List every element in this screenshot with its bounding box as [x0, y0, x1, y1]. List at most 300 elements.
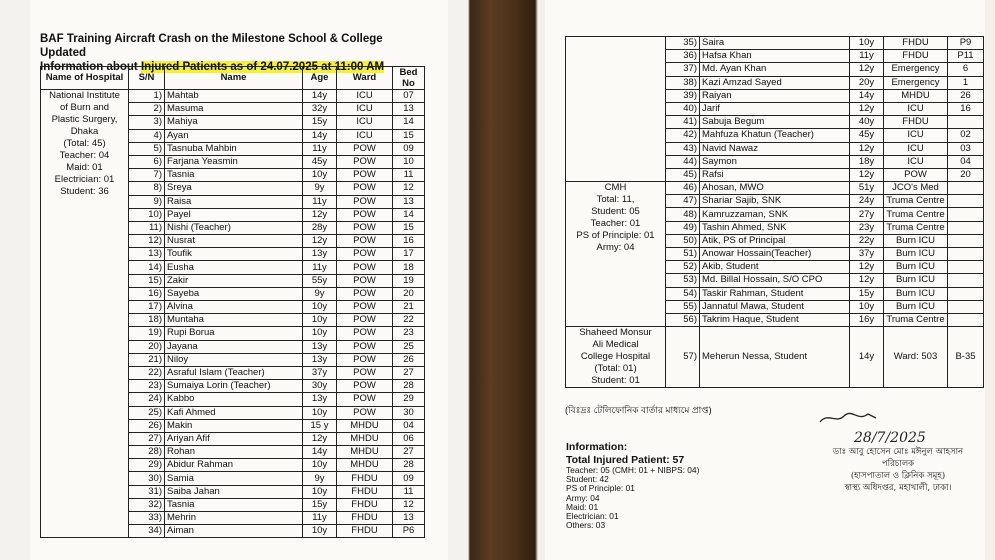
signature-date: 28/7/2025 [854, 430, 926, 446]
hospital-line: PS of Principle: 01 [576, 230, 655, 242]
bed-cell [948, 182, 984, 195]
ward-cell: POW [884, 168, 948, 181]
ward-cell: POW [337, 195, 393, 208]
age-cell: 37y [303, 366, 337, 379]
name-cell: Sayeba [165, 287, 303, 300]
name-cell: Kazi Amzad Sayed [700, 76, 850, 89]
telephonic-note: (বিঃদ্রঃ টেলিফোনিক বার্তার মাধ্যমে প্রাপ্ত) [565, 405, 712, 415]
age-cell: 45y [850, 129, 884, 142]
name-cell: Meherun Nessa, Student [700, 327, 850, 388]
bed-cell [948, 313, 984, 326]
serial-cell: 11) [129, 221, 165, 234]
ward-cell: MHDU [337, 459, 393, 472]
bed-cell: 29 [393, 393, 425, 406]
serial-cell: 45) [666, 168, 700, 181]
ward-cell: Burn ICU [884, 234, 948, 247]
bed-cell [948, 195, 984, 208]
serial-cell: 27) [129, 432, 165, 445]
ward-cell: Truma Centre [884, 221, 948, 234]
age-cell: 10y [303, 406, 337, 419]
bed-cell: 15 [393, 129, 425, 142]
age-cell: 13y [303, 393, 337, 406]
info-line: Others: 03 [566, 520, 606, 531]
bed-cell: 13 [393, 103, 425, 116]
name-cell: Eusha [165, 261, 303, 274]
info-line: Electrician: 01 [566, 511, 619, 522]
serial-cell: 8) [129, 182, 165, 195]
bed-cell: 09 [393, 472, 425, 485]
hospital-line: Shaheed Monsur [579, 327, 652, 339]
header-sn: S/N [129, 67, 165, 90]
age-cell: 15y [303, 116, 337, 129]
ward-cell: POW [337, 274, 393, 287]
age-cell: 9y [303, 472, 337, 485]
age-cell: 9y [303, 182, 337, 195]
age-cell: 11y [303, 512, 337, 525]
serial-cell: 57) [666, 327, 700, 388]
name-cell: Mahtab [165, 90, 303, 103]
ward-cell: FHDU [337, 485, 393, 498]
name-cell: Jannatul Mawa, Student [700, 300, 850, 313]
bed-cell: 21 [393, 301, 425, 314]
bed-cell: 30 [393, 406, 425, 419]
name-cell: Anowar Hossain(Teacher) [700, 248, 850, 261]
serial-cell: 12) [129, 235, 165, 248]
age-cell: 45y [303, 155, 337, 168]
ward-cell: ICU [337, 129, 393, 142]
ward-cell: ICU [884, 129, 948, 142]
hospital-line: of Burn and [59, 102, 110, 113]
bed-cell [948, 208, 984, 221]
ward-cell: FHDU [884, 116, 948, 129]
hospital-line: Maid: 01 [66, 162, 103, 173]
ward-cell: Truma Centre [884, 208, 948, 221]
ward-cell: POW [337, 327, 393, 340]
age-cell: 12y [850, 168, 884, 181]
name-cell: Tasnia [165, 169, 303, 182]
age-cell: 14y [303, 446, 337, 459]
age-cell: 12y [303, 235, 337, 248]
age-cell: 14y [850, 327, 884, 388]
age-cell: 12y [850, 261, 884, 274]
serial-cell: 38) [666, 76, 700, 89]
age-cell: 13y [303, 340, 337, 353]
ward-cell: FHDU [337, 498, 393, 511]
ward-cell: ICU [337, 116, 393, 129]
hospital-line: Total: 11, [596, 194, 635, 206]
bed-cell: P6 [393, 525, 425, 538]
signature-line: (হাসপাতাল ও ক্লিনিক সমূহ) [850, 471, 946, 481]
bed-cell: P9 [948, 37, 984, 50]
age-cell: 51y [850, 182, 884, 195]
serial-cell: 50) [666, 234, 700, 247]
ward-cell: POW [337, 340, 393, 353]
age-cell: 11y [850, 50, 884, 63]
age-cell: 10y [303, 314, 337, 327]
bed-cell: 10 [393, 155, 425, 168]
hospital-line: Army: 04 [596, 242, 635, 254]
bed-cell: 26 [393, 353, 425, 366]
serial-cell: 46) [666, 182, 700, 195]
table-row [41, 90, 425, 103]
info-line: Maid: 01 [566, 501, 599, 512]
bed-cell: 17 [393, 248, 425, 261]
ward-cell: Burn ICU [884, 248, 948, 261]
ward-cell: MHDU [337, 419, 393, 432]
bed-cell: 15 [393, 221, 425, 234]
hospital-line: Plastic Surgery, [51, 114, 118, 125]
ward-cell: POW [337, 221, 393, 234]
serial-cell: 9) [129, 195, 165, 208]
bed-cell: 16 [393, 235, 425, 248]
name-cell: Nusrat [165, 235, 303, 248]
bed-cell: 1 [948, 76, 984, 89]
ward-cell: POW [337, 155, 393, 168]
signature-mark [818, 410, 978, 430]
ward-cell: POW [337, 261, 393, 274]
name-cell: Hafsa Khan [700, 50, 850, 63]
serial-cell: 48) [666, 208, 700, 221]
serial-cell: 34) [129, 525, 165, 538]
name-cell: Atik, PS of Principal [700, 234, 850, 247]
name-cell: Zakir [165, 274, 303, 287]
name-cell: Toufik [165, 248, 303, 261]
bed-cell: 06 [393, 432, 425, 445]
header-hospital: Name of Hospital [41, 67, 129, 90]
bed-cell: 03 [948, 142, 984, 155]
bed-cell: B-35 [948, 327, 984, 388]
serial-cell: 21) [129, 353, 165, 366]
name-cell: Makin [165, 419, 303, 432]
ward-cell: ICU [337, 103, 393, 116]
name-cell: Navid Nawaz [700, 142, 850, 155]
bed-cell: 22 [393, 314, 425, 327]
bed-cell: 28 [393, 459, 425, 472]
name-cell: Tasnia [165, 498, 303, 511]
serial-cell: 40) [666, 102, 700, 115]
bed-cell: 14 [393, 208, 425, 221]
ward-cell: POW [337, 366, 393, 379]
bed-cell [948, 248, 984, 261]
ward-cell: Emergency [884, 63, 948, 76]
name-cell: Asraful Islam (Teacher) [165, 366, 303, 379]
bed-cell: 20 [948, 168, 984, 181]
bed-cell [948, 274, 984, 287]
table-row [566, 327, 984, 388]
ward-cell: POW [337, 301, 393, 314]
name-cell: Ayan [165, 129, 303, 142]
summary-information [566, 441, 699, 530]
bed-cell: 11 [393, 485, 425, 498]
ward-cell: MHDU [337, 432, 393, 445]
age-cell: 11y [303, 142, 337, 155]
serial-cell: 39) [666, 89, 700, 102]
name-cell: Rafsi [700, 168, 850, 181]
ward-cell: Truma Centre [884, 313, 948, 326]
hospital-line: Student: 36 [60, 186, 109, 197]
bed-cell: 13 [393, 512, 425, 525]
serial-cell: 22) [129, 366, 165, 379]
signature-block [818, 410, 978, 494]
hospital-cell [566, 37, 666, 182]
header-age: Age [303, 67, 337, 90]
table-row [566, 37, 984, 50]
name-cell: Abidur Rahman [165, 459, 303, 472]
ward-cell: Truma Centre [884, 195, 948, 208]
ward-cell: POW [337, 393, 393, 406]
signature-line: ডাঃ আবু হোসেন মোঃ মঈনুল আহসান [832, 447, 964, 457]
info-line: PS of Principle: 01 [566, 483, 635, 494]
name-cell: Mahiya [165, 116, 303, 129]
name-cell: Akib, Student [700, 261, 850, 274]
ward-cell: POW [337, 208, 393, 221]
bed-cell: 02 [948, 129, 984, 142]
age-cell: 10y [303, 301, 337, 314]
name-cell: Alvina [165, 301, 303, 314]
hospital-line: (Total: 45) [63, 138, 106, 149]
serial-cell: 56) [666, 313, 700, 326]
age-cell: 28y [303, 221, 337, 234]
header-ward: Ward [337, 67, 393, 90]
serial-cell: 15) [129, 274, 165, 287]
name-cell: Sabuja Begum [700, 116, 850, 129]
serial-cell: 14) [129, 261, 165, 274]
bed-cell: 07 [393, 90, 425, 103]
name-cell: Niloy [165, 353, 303, 366]
bed-cell: 27 [393, 446, 425, 459]
bed-cell [948, 234, 984, 247]
ward-cell: POW [337, 380, 393, 393]
serial-cell: 51) [666, 248, 700, 261]
ward-cell: POW [337, 287, 393, 300]
serial-cell: 44) [666, 155, 700, 168]
signature-scribble-icon [818, 410, 878, 426]
serial-cell: 19) [129, 327, 165, 340]
name-cell: Muntaha [165, 314, 303, 327]
serial-cell: 43) [666, 142, 700, 155]
hospital-line: Student: 01 [591, 375, 640, 387]
name-cell: Tashin Ahmed, SNK [700, 221, 850, 234]
serial-cell: 7) [129, 169, 165, 182]
age-cell: 16y [850, 313, 884, 326]
age-cell: 11y [303, 195, 337, 208]
age-cell: 20y [850, 76, 884, 89]
age-cell: 14y [850, 89, 884, 102]
ward-cell: Burn ICU [884, 300, 948, 313]
age-cell: 14y [303, 129, 337, 142]
age-cell: 15y [850, 287, 884, 300]
hospital-cell [566, 327, 666, 388]
age-cell: 10y [303, 327, 337, 340]
age-cell: 12y [850, 274, 884, 287]
age-cell: 10y [850, 37, 884, 50]
ward-cell: Emergency [884, 76, 948, 89]
serial-cell: 26) [129, 419, 165, 432]
name-cell: Saymon [700, 155, 850, 168]
age-cell: 18y [850, 155, 884, 168]
ward-cell: MHDU [884, 89, 948, 102]
age-cell: 12y [850, 63, 884, 76]
name-cell: Rohan [165, 446, 303, 459]
serial-cell: 18) [129, 314, 165, 327]
age-cell: 12y [850, 102, 884, 115]
name-cell: Takrim Haque, Student [700, 313, 850, 326]
serial-cell: 33) [129, 512, 165, 525]
serial-cell: 37) [666, 63, 700, 76]
bed-cell [948, 287, 984, 300]
serial-cell: 30) [129, 472, 165, 485]
hospital-line: College Hospital [580, 351, 651, 363]
age-cell: 10y [303, 169, 337, 182]
title-line-1: BAF Training Aircraft Crash on the Milestone School & College Updated [40, 33, 383, 59]
ward-cell: POW [337, 169, 393, 182]
age-cell: 32y [303, 103, 337, 116]
serial-cell: 5) [129, 142, 165, 155]
bed-cell [948, 300, 984, 313]
name-cell: Ahosan, MWO [700, 182, 850, 195]
bed-cell: 28 [393, 380, 425, 393]
name-cell: Saira [700, 37, 850, 50]
serial-cell: 4) [129, 129, 165, 142]
name-cell: Masuma [165, 103, 303, 116]
name-cell: Md. Billal Hossain, S/O CPO [700, 274, 850, 287]
ward-cell: ICU [884, 142, 948, 155]
name-cell: Sreya [165, 182, 303, 195]
bed-cell: 20 [393, 287, 425, 300]
ward-cell: POW [337, 406, 393, 419]
ward-cell: FHDU [884, 37, 948, 50]
serial-cell: 36) [666, 50, 700, 63]
serial-cell: 3) [129, 116, 165, 129]
name-cell: Shariar Sajib, SNK [700, 195, 850, 208]
serial-cell: 32) [129, 498, 165, 511]
age-cell: 14y [303, 90, 337, 103]
bed-cell: 16 [948, 102, 984, 115]
serial-cell: 53) [666, 274, 700, 287]
ward-cell: Burn ICU [884, 261, 948, 274]
bed-cell: 18 [393, 261, 425, 274]
bed-cell: 14 [393, 116, 425, 129]
bed-cell: 13 [393, 195, 425, 208]
header-bed: Bed No [393, 67, 425, 90]
hospital-line: (Total: 01) [594, 363, 637, 375]
bed-cell: 25 [393, 340, 425, 353]
bed-cell [948, 261, 984, 274]
ward-cell: POW [337, 353, 393, 366]
age-cell: 10y [303, 485, 337, 498]
ward-cell: FHDU [337, 525, 393, 538]
serial-cell: 23) [129, 380, 165, 393]
hospital-line: Student: 05 [591, 206, 640, 218]
serial-cell: 13) [129, 248, 165, 261]
bed-cell: 26 [948, 89, 984, 102]
name-cell: Saiba Jahan [165, 485, 303, 498]
serial-cell: 41) [666, 116, 700, 129]
name-cell: Payel [165, 208, 303, 221]
signature-line: স্বাস্থ্য অধিদপ্তর, মহাখালী, ঢাকা। [844, 483, 952, 493]
age-cell: 15y [303, 498, 337, 511]
name-cell: Aiman [165, 525, 303, 538]
serial-cell: 52) [666, 261, 700, 274]
bed-cell: 19 [393, 274, 425, 287]
ward-cell: POW [337, 142, 393, 155]
serial-cell: 55) [666, 300, 700, 313]
ward-cell: ICU [884, 102, 948, 115]
age-cell: 10y [303, 459, 337, 472]
age-cell: 27y [850, 208, 884, 221]
hospital-cell [566, 182, 666, 327]
name-cell: Md. Ayan Khan [700, 63, 850, 76]
name-cell: Nishi (Teacher) [165, 221, 303, 234]
age-cell: 37y [850, 248, 884, 261]
ward-cell: JCO's Med [884, 182, 948, 195]
bed-cell: 04 [393, 419, 425, 432]
ward-cell: POW [337, 235, 393, 248]
bed-cell [948, 116, 984, 129]
serial-cell: 35) [666, 37, 700, 50]
age-cell: 15 y [303, 419, 337, 432]
name-cell: Samia [165, 472, 303, 485]
ward-cell: ICU [884, 155, 948, 168]
ward-cell: FHDU [337, 512, 393, 525]
hospital-cell [41, 90, 129, 538]
ward-cell: Burn ICU [884, 274, 948, 287]
ward-cell: MHDU [337, 446, 393, 459]
age-cell: 13y [303, 353, 337, 366]
hospital-line: Teacher: 01 [590, 218, 641, 230]
ward-cell: FHDU [337, 472, 393, 485]
ward-cell: POW [337, 182, 393, 195]
serial-cell: 10) [129, 208, 165, 221]
age-cell: 12y [303, 432, 337, 445]
ward-cell: Burn ICU [884, 287, 948, 300]
injured-table-right [565, 36, 984, 388]
name-cell: Raiyan [700, 89, 850, 102]
title-highlight: Injured Patients as of 24.07.2025 at 11:00 AM [140, 61, 385, 73]
hospital-line: Dhaka [70, 126, 99, 137]
name-cell: Kabbo [165, 393, 303, 406]
age-cell: 30y [303, 380, 337, 393]
age-cell: 22y [850, 234, 884, 247]
info-line: Army: 04 [566, 492, 600, 503]
name-cell: Jayana [165, 340, 303, 353]
bed-cell: 04 [948, 155, 984, 168]
info-lines [566, 466, 699, 530]
hospital-line: Electrician: 01 [54, 174, 115, 185]
signature-line: পরিচালক [881, 459, 915, 469]
age-cell: 12y [850, 142, 884, 155]
serial-cell: 42) [666, 129, 700, 142]
hospital-line: Ali Medical [592, 339, 639, 351]
age-cell: 13y [303, 248, 337, 261]
serial-cell: 47) [666, 195, 700, 208]
bed-cell: 27 [393, 366, 425, 379]
name-cell: Raisa [165, 195, 303, 208]
age-cell: 9y [303, 287, 337, 300]
age-cell: 11y [303, 261, 337, 274]
serial-cell: 16) [129, 287, 165, 300]
name-cell: Ariyan Afif [165, 432, 303, 445]
serial-cell: 29) [129, 459, 165, 472]
info-total: Total Injured Patient: 57 [566, 453, 685, 466]
ward-cell: POW [337, 248, 393, 261]
hospital-line: Teacher: 04 [59, 150, 110, 161]
name-cell: Mehrin [165, 512, 303, 525]
header-name: Name [165, 67, 303, 90]
serial-cell: 2) [129, 103, 165, 116]
bed-cell: 11 [393, 169, 425, 182]
hospital-line: National Institute [49, 90, 120, 101]
